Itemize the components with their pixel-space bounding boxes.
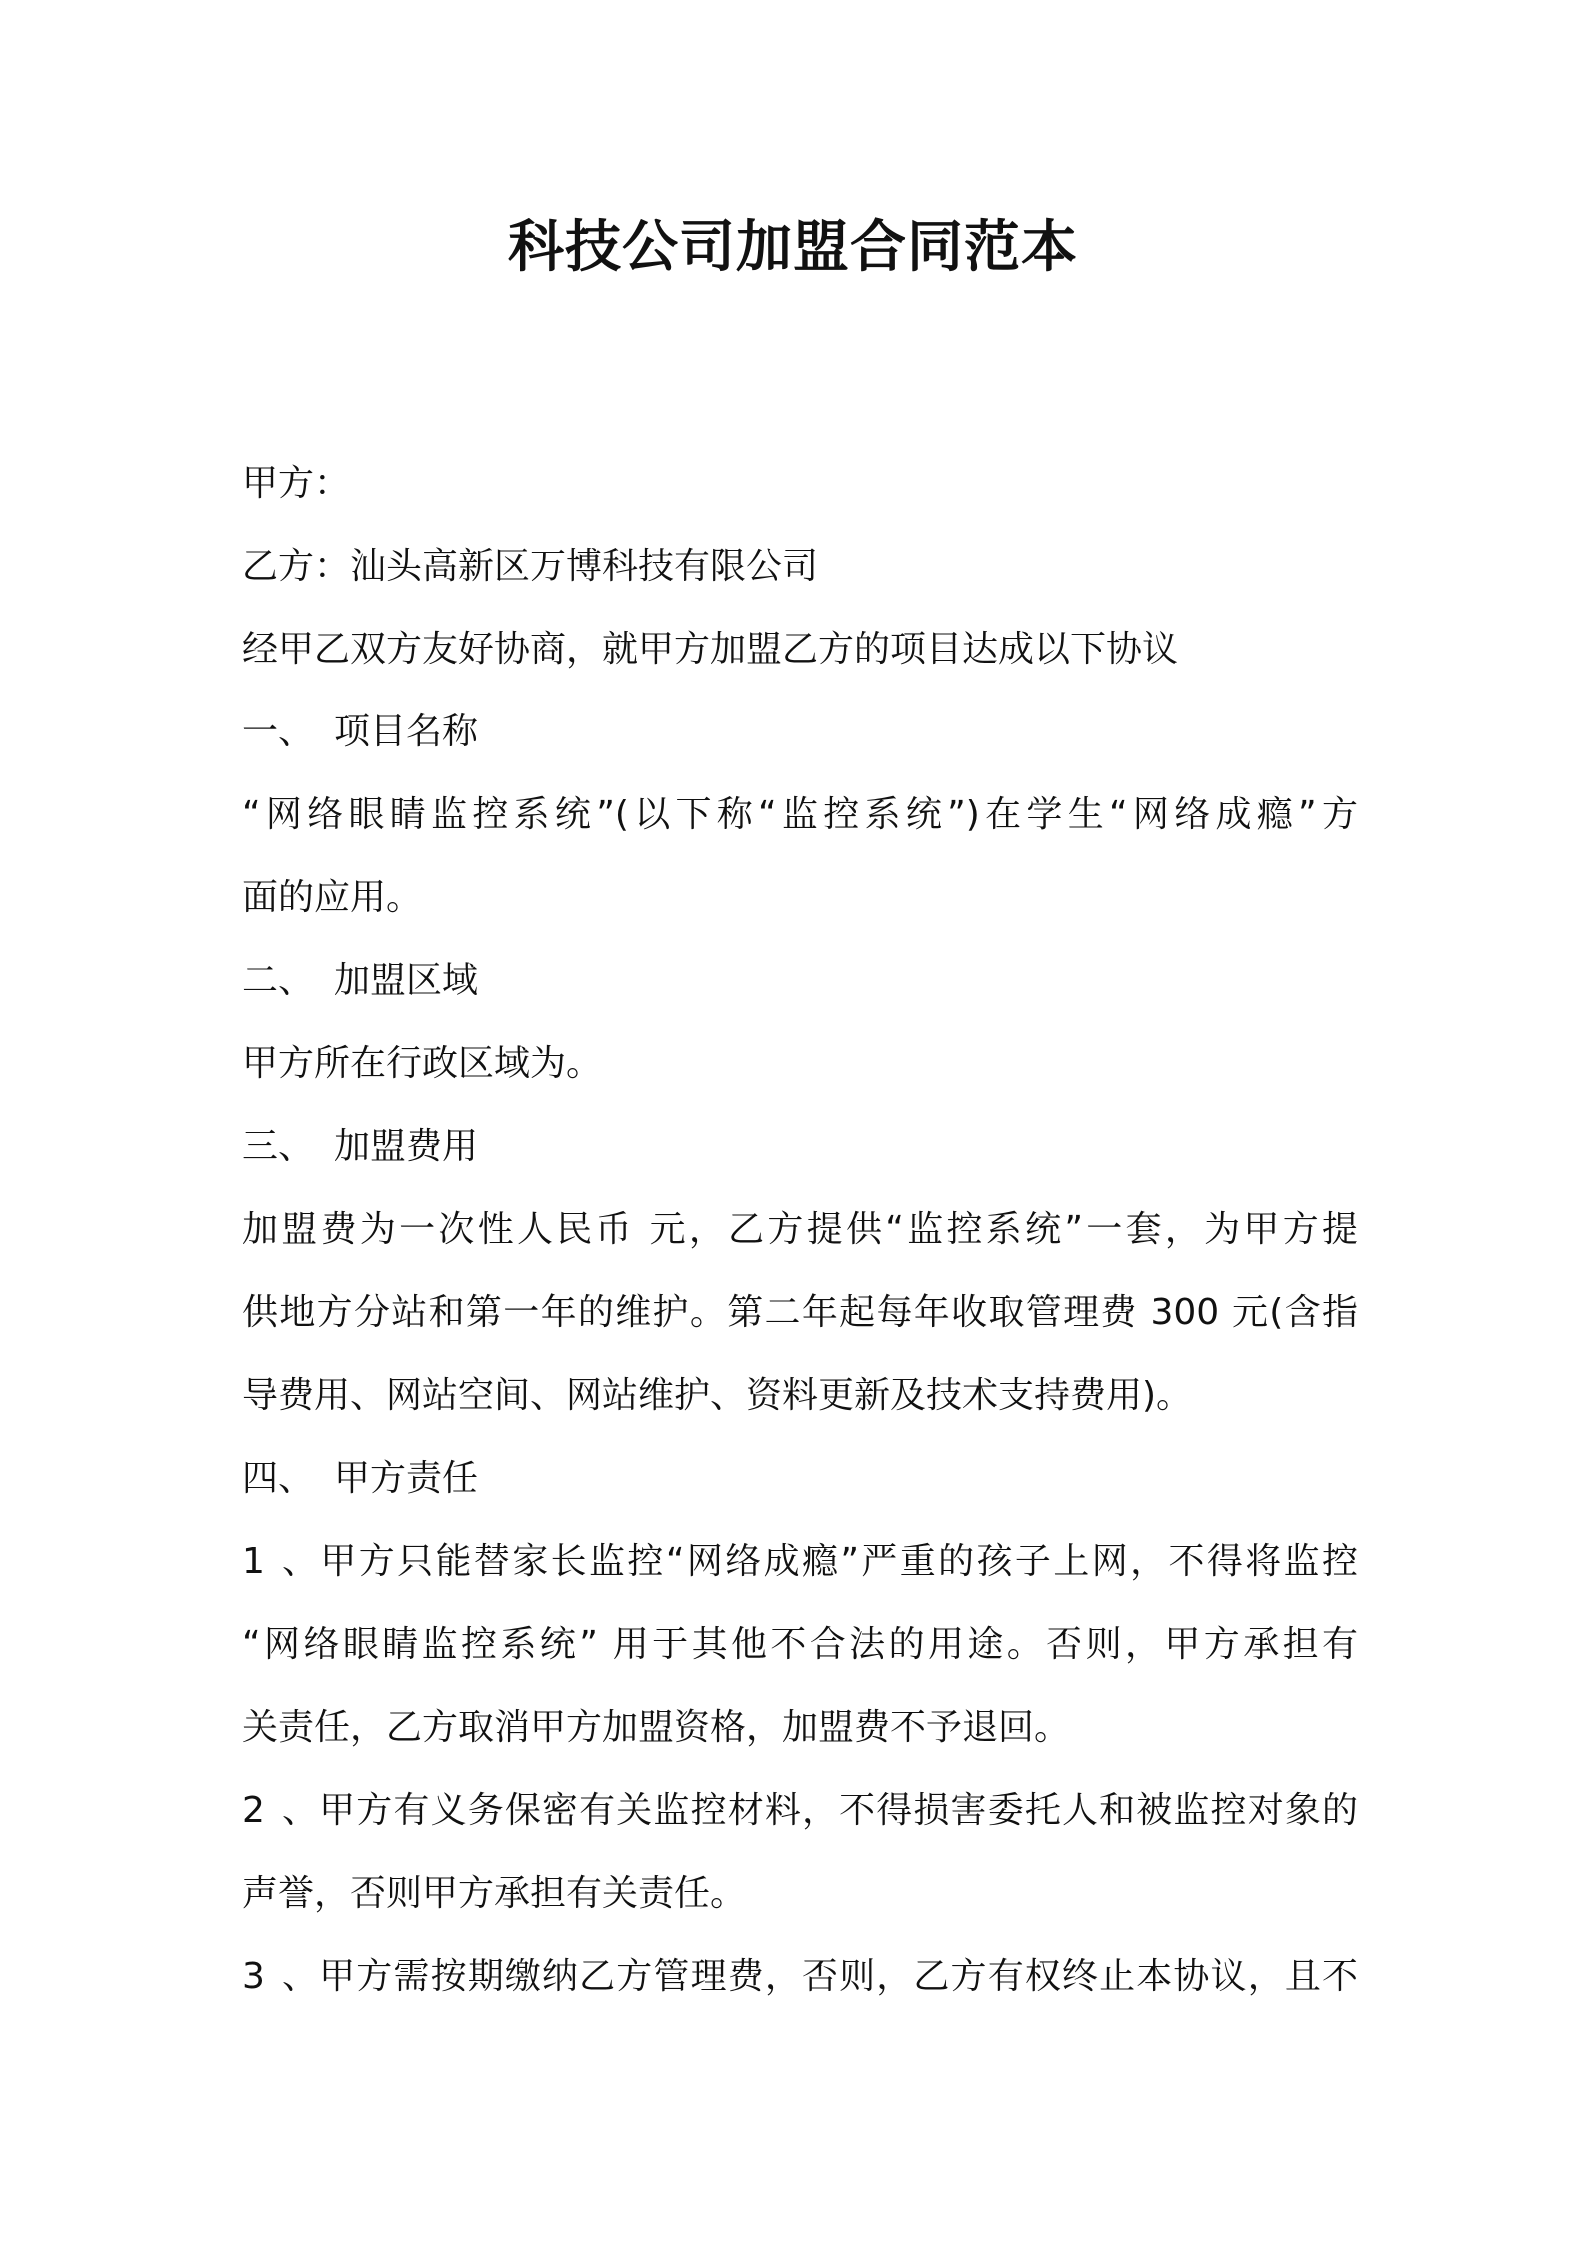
section-number: 二、 bbox=[242, 960, 315, 1001]
paragraph-line: 声誉，否则甲方承担有关责任。 bbox=[242, 1873, 747, 1914]
list-item-line bbox=[242, 1785, 1358, 1837]
section-heading bbox=[242, 955, 1358, 1007]
section-heading bbox=[242, 1453, 1358, 1505]
paragraph-line: 供地方分站和第一年的维护。第二年起每年收取管理费 300 元(含指 bbox=[242, 1292, 1358, 1333]
section-number: 四、 bbox=[242, 1458, 315, 1499]
section-title: 甲方责任 bbox=[334, 1458, 479, 1499]
list-item-number: 2、 bbox=[242, 1790, 318, 1831]
list-item-text: 甲方需按期缴纳乙方管理费，否则，乙方有权终止本协议，且不 bbox=[318, 1956, 1358, 1997]
paragraph-line: 关责任，乙方取消甲方加盟资格，加盟费不予退回。 bbox=[242, 1707, 1071, 1748]
party-b-line: 乙方：汕头高新区万博科技有限公司 bbox=[242, 546, 819, 587]
section-heading bbox=[242, 706, 1358, 758]
section-title: 加盟费用 bbox=[334, 1126, 479, 1167]
list-item-line bbox=[242, 1951, 1358, 2003]
section-heading bbox=[242, 1121, 1358, 1173]
document-title: 科技公司加盟合同范本 bbox=[508, 215, 1078, 280]
section-title: 项目名称 bbox=[334, 711, 479, 752]
list-item-line bbox=[242, 1536, 1358, 1588]
paragraph-line: 加盟费为一次性人民币 元，乙方提供“监控系统”一套，为甲方提 bbox=[242, 1209, 1358, 1250]
list-item-number: 3、 bbox=[242, 1956, 318, 1997]
paragraph-line: “网络眼睛监控系统” 用于其他不合法的用途。否则，甲方承担有 bbox=[242, 1624, 1358, 1665]
party-a-line: 甲方： bbox=[242, 463, 351, 504]
paragraph-line: 甲方所在行政区域为。 bbox=[242, 1043, 603, 1084]
section-number: 三、 bbox=[242, 1126, 315, 1167]
paragraph-line: “网络眼睛监控系统”(以下称“监控系统”)在学生“网络成瘾”方 bbox=[242, 794, 1358, 835]
list-item-text: 甲方只能替家长监控“网络成瘾”严重的孩子上网，不得将监控 bbox=[318, 1541, 1358, 1582]
section-title: 加盟区域 bbox=[334, 960, 479, 1001]
intro-line: 经甲乙双方友好协商，就甲方加盟乙方的项目达成以下协议 bbox=[242, 629, 1179, 670]
paragraph-line: 导费用、网站空间、网站维护、资料更新及技术支持费用)。 bbox=[242, 1375, 1193, 1416]
section-number: 一、 bbox=[242, 711, 315, 752]
paragraph-line: 面的应用。 bbox=[242, 877, 423, 918]
list-item-number: 1、 bbox=[242, 1541, 318, 1582]
list-item-text: 甲方有义务保密有关监控材料，不得损害委托人和被监控对象的 bbox=[318, 1790, 1358, 1831]
